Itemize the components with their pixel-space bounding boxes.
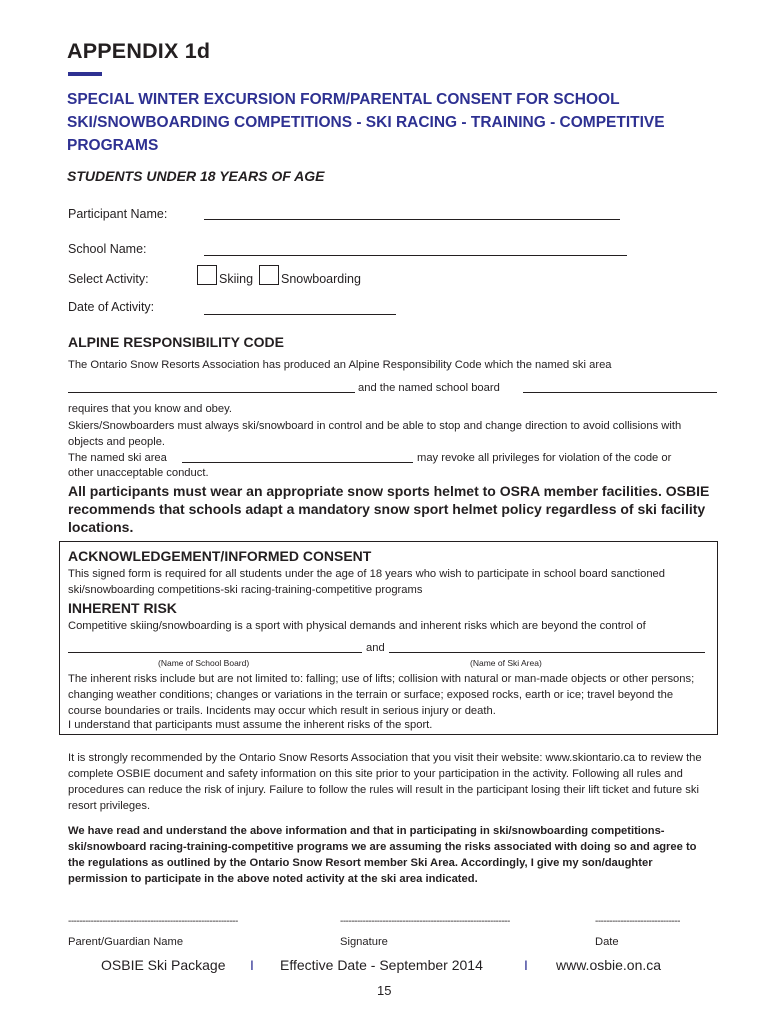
date-line[interactable]: ------------------------------ xyxy=(595,916,680,927)
alpine-code-heading: ALPINE RESPONSIBILITY CODE xyxy=(68,334,284,350)
date-label: Date xyxy=(595,936,619,948)
named-ski-area-field[interactable] xyxy=(182,462,413,463)
and-school-board-text: and the named school board xyxy=(358,382,500,394)
inherent-risk-text: The inherent risks include but are not limited to: falling; use of lifts; collision with natural or man-made objects or other persons; changing weather conditions; changes or variations in the terrain or surface; exposed rocks, earth or ice; travel beyond the course boundaries or trails. Incidents may occur which result in serious injury or death. xyxy=(68,673,695,717)
signature-line[interactable]: ------------------------------------------------------------ xyxy=(340,916,510,927)
signature-label: Signature xyxy=(340,936,388,948)
footer-package: OSBIE Ski Package xyxy=(101,957,226,973)
helmet-policy-text: All participants must wear an appropriate snow sports helmet to OSRA member facilities. OSBIE recommends that schools adapt a mandatory snow sport helmet policy regardless of ski facility locations. xyxy=(68,483,710,535)
assume-risks-text: I understand that participants must assume the inherent risks of the sport. xyxy=(68,719,433,731)
footer-effective-date: Effective Date - September 2014 xyxy=(280,957,483,973)
snowboarding-option-label: Snowboarding xyxy=(281,272,361,286)
may-revoke-text: may revoke all privileges for violation of the code or xyxy=(417,452,672,464)
school-name-label: School Name: xyxy=(68,242,147,256)
alpine-code-intro: The Ontario Snow Resorts Association has produced an Alpine Responsibility Code which the named ski area xyxy=(68,359,612,371)
participant-name-label: Participant Name: xyxy=(68,207,168,221)
control-rule-text: Skiers/Snowboarders must always ski/snowboard in control and be able to stop and change direction to avoid collisions with objects and people. xyxy=(68,420,682,448)
school-board-name-field[interactable] xyxy=(68,652,362,653)
consent-text: This signed form is required for all students under the age of 18 years who wish to participate in school board sanctioned ski/snowboarding competitions-ski racing-training-competitive programs xyxy=(68,568,666,596)
participant-name-field[interactable] xyxy=(204,219,620,220)
ski-area-caption: (Name of Ski Area) xyxy=(470,658,542,668)
inherent-risk-heading: INHERENT RISK xyxy=(68,600,177,616)
and-text: and xyxy=(366,642,385,654)
named-ski-area-text: The named ski area xyxy=(68,452,167,464)
ski-area-field[interactable] xyxy=(68,392,355,393)
parent-name-line[interactable]: ------------------------------------------------------------ xyxy=(68,916,238,927)
know-and-obey-text: requires that you know and obey. xyxy=(68,403,232,415)
select-activity-label: Select Activity: xyxy=(68,272,149,286)
page-number: 15 xyxy=(377,983,392,998)
footer-separator-2: I xyxy=(524,957,528,973)
ski-area-name-field[interactable] xyxy=(389,652,705,653)
agreement-text: We have read and understand the above information and that in participating in ski/snowboarding competitions-ski/snowboard racing-training-competitive programs we are assuming the risks associated with doing so and agree to the regulations as outlined by the Ontario Snow Resort member Ski Area. Accordingly, I give my son/daughter permission to participate in the above noted activity at the ski area indicated. xyxy=(68,825,697,885)
form-title: SPECIAL WINTER EXCURSION FORM/PARENTAL CONSENT FOR SCHOOL SKI/SNOWBOARDING COMPETITIONS - SKI RACING - TRAINING - COMPETITIVE PROGRAMS xyxy=(67,91,665,154)
school-board-field[interactable] xyxy=(523,392,717,393)
consent-heading: ACKNOWLEDGEMENT/INFORMED CONSENT xyxy=(68,548,372,564)
school-board-caption: (Name of School Board) xyxy=(158,658,250,668)
unacceptable-conduct-text: other unacceptable conduct. xyxy=(68,467,209,479)
title-rule xyxy=(68,72,102,76)
date-of-activity-label: Date of Activity: xyxy=(68,300,155,314)
skiing-option-label: Skiing xyxy=(219,272,254,286)
inherent-risk-intro: Competitive skiing/snowboarding is a sport with physical demands and inherent risks which are beyond the control of xyxy=(68,620,646,632)
footer-website: www.osbie.on.ca xyxy=(556,957,662,973)
recommendation-text: It is strongly recommended by the Ontario Snow Resorts Association that you visit their website: www.skiontario.ca to review the complete OSBIE document and safety information on this site prior to your participation in the activity. Following all rules and procedures can reduce the risk of injury. Failure to follow the rules will result in the participant losing their lift ticket and future ski resort privileges. xyxy=(68,752,702,812)
parent-name-label: Parent/Guardian Name xyxy=(68,936,184,948)
snowboarding-checkbox[interactable] xyxy=(259,265,279,285)
footer-separator-1: I xyxy=(250,957,254,973)
date-of-activity-field[interactable] xyxy=(204,314,396,315)
appendix-label: APPENDIX 1d xyxy=(67,39,211,63)
school-name-field[interactable] xyxy=(204,255,627,256)
skiing-checkbox[interactable] xyxy=(197,265,217,285)
form-subtitle: STUDENTS UNDER 18 YEARS OF AGE xyxy=(67,168,325,184)
